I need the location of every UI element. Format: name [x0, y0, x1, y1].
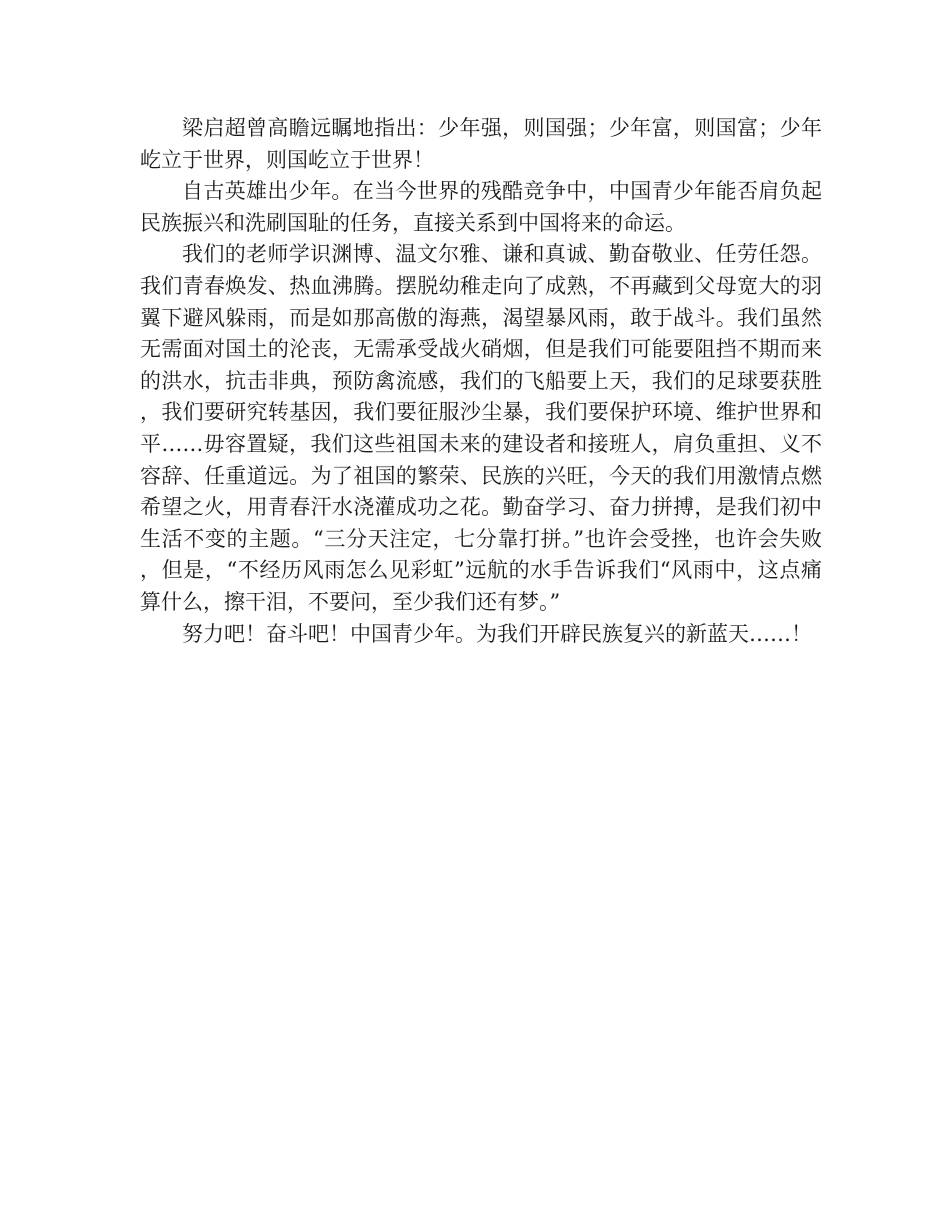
document-body	[140, 113, 822, 650]
paragraph-2: 自古英雄出少年。在当今世界的残酷竞争中，中国青少年能否肩负起民族振兴和洗刷国耻的任务，直接关系到中国将来的命运。	[140, 179, 822, 235]
paragraph-3: 我们的老师学识渊博、温文尔雅、谦和真诚、勤奋敬业、任劳任怨。 我们青春焕发、热血沸腾。摆脱幼稚走向了成熟，不再藏到父母宽大的羽翼下避风躲雨，而是如那高傲的海燕，渴望暴风雨，敢于战斗。我们虽然无需面对国土的沦丧，无需承受战火硝烟，但是我们可能要阻挡不期而来的洪水，抗击非典，预防禽流感，我们的飞船要上天，我们的足球要获胜，我们要研究转基因，我们要征服沙尘暴，我们要保护环境、维护世界和平……毋容置疑，我们这些祖国未来的建设者和接班人，肩负重担、义不容辞、任重道远。为了祖国的繁荣、民族的兴旺，今天的我们用激情点燃希望之火，用青春汗水浇灌成功之花。勤奋学习、奋力拼搏，是我们初中生活不变的主题。“三分天注定，七分靠打拼。”也许会受挫，也许会失败，但是，“不经历风雨怎么见彩虹”远航的水手告诉我们“风雨中，这点痛算什么，擦干泪，不要问，至少我们还有梦。”	[140, 242, 822, 614]
paragraph-4: 努力吧！奋斗吧！中国青少年。为我们开辟民族复兴的新蓝天……！	[182, 621, 812, 646]
paragraph-1: 梁启超曾高瞻远瞩地指出：少年强，则国强；少年富，则国富；少年屹立于世界，则国屹立于世界！	[140, 116, 822, 172]
